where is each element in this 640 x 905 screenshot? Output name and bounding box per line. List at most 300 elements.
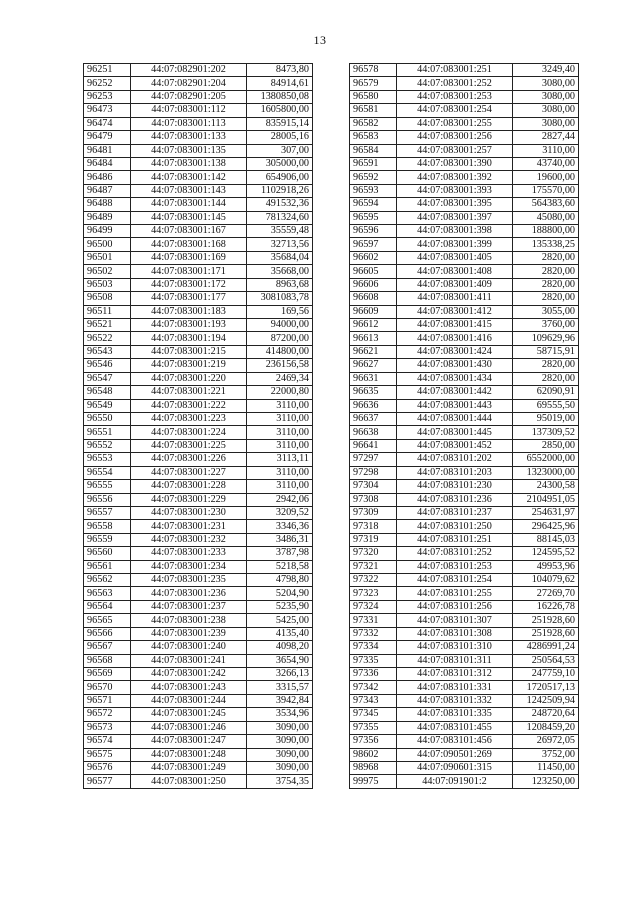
amount-cell: 248720,64 — [513, 708, 579, 721]
table-row — [350, 198, 579, 211]
amount-cell: 1605800,00 — [247, 104, 313, 117]
cadastral-number-cell: 44:07:090501:269 — [397, 748, 513, 761]
table-row — [84, 520, 313, 533]
table-row — [350, 64, 579, 77]
cadastral-number-cell: 44:07:083001:243 — [131, 681, 247, 694]
cadastral-number-cell: 44:07:083001:392 — [397, 171, 513, 184]
table-row — [350, 117, 579, 130]
cadastral-number-cell: 44:07:083101:230 — [397, 480, 513, 493]
cadastral-number-cell: 44:07:083001:246 — [131, 721, 247, 734]
table-row — [84, 708, 313, 721]
amount-cell: 3080,00 — [513, 77, 579, 90]
row-number-cell: 96551 — [84, 426, 131, 439]
table-row — [350, 238, 579, 251]
cadastral-number-cell: 44:07:083001:393 — [397, 184, 513, 197]
cadastral-number-cell: 44:07:083001:399 — [397, 238, 513, 251]
table-row — [350, 614, 579, 627]
row-number-cell: 97321 — [350, 560, 397, 573]
table-row — [350, 721, 579, 734]
table-row — [350, 708, 579, 721]
row-number-cell: 96593 — [350, 184, 397, 197]
amount-cell: 32713,56 — [247, 238, 313, 251]
cadastral-number-cell: 44:07:083001:215 — [131, 345, 247, 358]
amount-cell: 3090,00 — [247, 735, 313, 748]
amount-cell: 654906,00 — [247, 171, 313, 184]
row-number-cell: 97318 — [350, 520, 397, 533]
amount-cell: 3110,00 — [513, 144, 579, 157]
cadastral-number-cell: 44:07:083001:434 — [397, 372, 513, 385]
cadastral-number-cell: 44:07:083101:307 — [397, 614, 513, 627]
cadastral-number-cell: 44:07:083001:177 — [131, 292, 247, 305]
table-row — [84, 614, 313, 627]
table-row — [350, 627, 579, 640]
cadastral-number-cell: 44:07:083001:223 — [131, 412, 247, 425]
row-number-cell: 96546 — [84, 359, 131, 372]
row-number-cell: 96486 — [84, 171, 131, 184]
cadastral-number-cell: 44:07:083001:409 — [397, 278, 513, 291]
amount-cell: 123250,00 — [513, 775, 579, 788]
table-row — [350, 319, 579, 332]
cadastral-number-cell: 44:07:090601:315 — [397, 761, 513, 774]
row-number-cell: 97331 — [350, 614, 397, 627]
table-row — [350, 104, 579, 117]
cadastral-number-cell: 44:07:083001:390 — [397, 157, 513, 170]
amount-cell: 251928,60 — [513, 614, 579, 627]
cadastral-number-cell: 44:07:083001:241 — [131, 654, 247, 667]
row-number-cell: 97355 — [350, 721, 397, 734]
table-row — [350, 399, 579, 412]
table-row — [84, 506, 313, 519]
amount-cell: 35559,48 — [247, 225, 313, 238]
amount-cell: 3346,36 — [247, 520, 313, 533]
row-number-cell: 96563 — [84, 587, 131, 600]
row-number-cell: 97332 — [350, 627, 397, 640]
row-number-cell: 97298 — [350, 466, 397, 479]
row-number-cell: 96558 — [84, 520, 131, 533]
table-row — [350, 547, 579, 560]
cadastral-number-cell: 44:07:083001:239 — [131, 627, 247, 640]
cadastral-number-cell: 44:07:083001:405 — [397, 251, 513, 264]
row-number-cell: 96565 — [84, 614, 131, 627]
row-number-cell: 97309 — [350, 506, 397, 519]
amount-cell: 3486,31 — [247, 533, 313, 546]
table-row — [84, 560, 313, 573]
amount-cell: 124595,52 — [513, 547, 579, 560]
table-row — [84, 735, 313, 748]
cadastral-number-cell: 44:07:083001:252 — [397, 77, 513, 90]
table-row — [84, 600, 313, 613]
amount-cell: 109629,96 — [513, 332, 579, 345]
table-row — [84, 574, 313, 587]
cadastral-number-cell: 44:07:083001:443 — [397, 399, 513, 412]
row-number-cell: 96566 — [84, 627, 131, 640]
table-row — [350, 667, 579, 680]
cadastral-number-cell: 44:07:083101:331 — [397, 681, 513, 694]
amount-cell: 414800,00 — [247, 345, 313, 358]
table-row — [350, 493, 579, 506]
amount-cell: 3209,52 — [247, 506, 313, 519]
amount-cell: 19600,00 — [513, 171, 579, 184]
cadastral-number-cell: 44:07:083001:224 — [131, 426, 247, 439]
table-row — [350, 439, 579, 452]
table-row — [350, 90, 579, 103]
cadastral-number-cell: 44:07:083001:226 — [131, 453, 247, 466]
table-row — [350, 681, 579, 694]
table-row — [350, 359, 579, 372]
row-number-cell: 99975 — [350, 775, 397, 788]
row-number-cell: 96499 — [84, 225, 131, 238]
table-row — [350, 171, 579, 184]
cadastral-number-cell: 44:07:083001:244 — [131, 694, 247, 707]
row-number-cell: 96502 — [84, 265, 131, 278]
table-row — [350, 735, 579, 748]
registry-table-right — [349, 63, 579, 789]
table-row — [84, 399, 313, 412]
row-number-cell: 96487 — [84, 184, 131, 197]
table-row — [84, 426, 313, 439]
table-row — [350, 480, 579, 493]
cadastral-number-cell: 44:07:083101:256 — [397, 600, 513, 613]
table-row — [84, 319, 313, 332]
amount-cell: 24300,58 — [513, 480, 579, 493]
amount-cell: 1323000,00 — [513, 466, 579, 479]
amount-cell: 2820,00 — [513, 278, 579, 291]
row-number-cell: 96553 — [84, 453, 131, 466]
table-row — [84, 493, 313, 506]
cadastral-number-cell: 44:07:083001:251 — [397, 64, 513, 77]
amount-cell: 305000,00 — [247, 157, 313, 170]
amount-cell: 94000,00 — [247, 319, 313, 332]
cadastral-number-cell: 44:07:083001:254 — [397, 104, 513, 117]
cadastral-number-cell: 44:07:083001:430 — [397, 359, 513, 372]
cadastral-number-cell: 44:07:083001:221 — [131, 386, 247, 399]
cadastral-number-cell: 44:07:083101:202 — [397, 453, 513, 466]
table-row — [350, 775, 579, 788]
table-row — [350, 574, 579, 587]
cadastral-number-cell: 44:07:082901:202 — [131, 64, 247, 77]
row-number-cell: 96602 — [350, 251, 397, 264]
table-row — [84, 681, 313, 694]
cadastral-number-cell: 44:07:083001:248 — [131, 748, 247, 761]
cadastral-number-cell: 44:07:083001:169 — [131, 251, 247, 264]
table-row — [84, 198, 313, 211]
amount-cell: 1380850,08 — [247, 90, 313, 103]
cadastral-number-cell: 44:07:083001:138 — [131, 157, 247, 170]
table-row — [84, 466, 313, 479]
row-number-cell: 96579 — [350, 77, 397, 90]
amount-cell: 3942,84 — [247, 694, 313, 707]
row-number-cell: 96503 — [84, 278, 131, 291]
table-row — [350, 345, 579, 358]
table-row — [350, 157, 579, 170]
amount-cell: 3110,00 — [247, 426, 313, 439]
row-number-cell: 98968 — [350, 761, 397, 774]
amount-cell: 3266,13 — [247, 667, 313, 680]
row-number-cell: 96621 — [350, 345, 397, 358]
cadastral-number-cell: 44:07:083001:395 — [397, 198, 513, 211]
row-number-cell: 96543 — [84, 345, 131, 358]
amount-cell: 3113,11 — [247, 453, 313, 466]
cadastral-number-cell: 44:07:083001:232 — [131, 533, 247, 546]
cadastral-number-cell: 44:07:083001:257 — [397, 144, 513, 157]
row-number-cell: 96251 — [84, 64, 131, 77]
row-number-cell: 96547 — [84, 372, 131, 385]
row-number-cell: 96609 — [350, 305, 397, 318]
cadastral-number-cell: 44:07:083001:444 — [397, 412, 513, 425]
amount-cell: 296425,96 — [513, 520, 579, 533]
table-row — [350, 251, 579, 264]
table-row — [84, 412, 313, 425]
table-row — [350, 332, 579, 345]
amount-cell: 307,00 — [247, 144, 313, 157]
table-row — [84, 775, 313, 788]
row-number-cell: 96575 — [84, 748, 131, 761]
amount-cell: 3080,00 — [513, 90, 579, 103]
row-number-cell: 96572 — [84, 708, 131, 721]
cadastral-number-cell: 44:07:082901:204 — [131, 77, 247, 90]
row-number-cell: 96479 — [84, 131, 131, 144]
cadastral-number-cell: 44:07:083001:194 — [131, 332, 247, 345]
cadastral-number-cell: 44:07:083001:240 — [131, 641, 247, 654]
row-number-cell: 96568 — [84, 654, 131, 667]
cadastral-number-cell: 44:07:083001:445 — [397, 426, 513, 439]
amount-cell: 3090,00 — [247, 761, 313, 774]
amount-cell: 104079,62 — [513, 574, 579, 587]
row-number-cell: 96561 — [84, 560, 131, 573]
row-number-cell: 96252 — [84, 77, 131, 90]
amount-cell: 35668,00 — [247, 265, 313, 278]
amount-cell: 137309,52 — [513, 426, 579, 439]
cadastral-number-cell: 44:07:083001:411 — [397, 292, 513, 305]
amount-cell: 95019,00 — [513, 412, 579, 425]
amount-cell: 835915,14 — [247, 117, 313, 130]
row-number-cell: 96522 — [84, 332, 131, 345]
amount-cell: 1208459,20 — [513, 721, 579, 734]
row-number-cell: 96641 — [350, 439, 397, 452]
row-number-cell: 97334 — [350, 641, 397, 654]
table-row — [350, 587, 579, 600]
cadastral-number-cell: 44:07:083001:113 — [131, 117, 247, 130]
table-row — [350, 292, 579, 305]
row-number-cell: 96511 — [84, 305, 131, 318]
cadastral-number-cell: 44:07:083001:253 — [397, 90, 513, 103]
amount-cell: 3787,98 — [247, 547, 313, 560]
row-number-cell: 97323 — [350, 587, 397, 600]
table-row — [84, 439, 313, 452]
cadastral-number-cell: 44:07:083101:236 — [397, 493, 513, 506]
table-row — [84, 587, 313, 600]
cadastral-number-cell: 44:07:083001:222 — [131, 399, 247, 412]
amount-cell: 491532,36 — [247, 198, 313, 211]
row-number-cell: 96474 — [84, 117, 131, 130]
amount-cell: 3110,00 — [247, 480, 313, 493]
cadastral-number-cell: 44:07:083101:332 — [397, 694, 513, 707]
row-number-cell: 97343 — [350, 694, 397, 707]
amount-cell: 2820,00 — [513, 265, 579, 278]
row-number-cell: 96253 — [84, 90, 131, 103]
row-number-cell: 96554 — [84, 466, 131, 479]
cadastral-number-cell: 44:07:083001:144 — [131, 198, 247, 211]
amount-cell: 2850,00 — [513, 439, 579, 452]
cadastral-number-cell: 44:07:083001:424 — [397, 345, 513, 358]
row-number-cell: 96564 — [84, 600, 131, 613]
row-number-cell: 96582 — [350, 117, 397, 130]
row-number-cell: 96556 — [84, 493, 131, 506]
cadastral-number-cell: 44:07:083001:412 — [397, 305, 513, 318]
amount-cell: 251928,60 — [513, 627, 579, 640]
amount-cell: 3654,90 — [247, 654, 313, 667]
amount-cell: 3315,57 — [247, 681, 313, 694]
row-number-cell: 96500 — [84, 238, 131, 251]
cadastral-number-cell: 44:07:083101:456 — [397, 735, 513, 748]
row-number-cell: 96562 — [84, 574, 131, 587]
row-number-cell: 96484 — [84, 157, 131, 170]
row-number-cell: 96596 — [350, 225, 397, 238]
table-row — [84, 332, 313, 345]
cadastral-number-cell: 44:07:083001:167 — [131, 225, 247, 238]
row-number-cell: 97345 — [350, 708, 397, 721]
cadastral-number-cell: 44:07:083101:251 — [397, 533, 513, 546]
amount-cell: 11450,00 — [513, 761, 579, 774]
table-row — [84, 144, 313, 157]
table-row — [84, 480, 313, 493]
amount-cell: 35684,04 — [247, 251, 313, 264]
cadastral-number-cell: 44:07:083001:135 — [131, 144, 247, 157]
amount-cell: 3760,00 — [513, 319, 579, 332]
row-number-cell: 96606 — [350, 278, 397, 291]
table-row — [84, 533, 313, 546]
cadastral-number-cell: 44:07:083101:237 — [397, 506, 513, 519]
row-number-cell: 96637 — [350, 412, 397, 425]
row-number-cell: 96571 — [84, 694, 131, 707]
row-number-cell: 97322 — [350, 574, 397, 587]
row-number-cell: 96473 — [84, 104, 131, 117]
cadastral-number-cell: 44:07:083001:183 — [131, 305, 247, 318]
amount-cell: 3055,00 — [513, 305, 579, 318]
amount-cell: 3249,40 — [513, 64, 579, 77]
cadastral-number-cell: 44:07:083001:133 — [131, 131, 247, 144]
amount-cell: 3090,00 — [247, 748, 313, 761]
cadastral-number-cell: 44:07:083001:408 — [397, 265, 513, 278]
table-row — [84, 667, 313, 680]
table-row — [350, 305, 579, 318]
row-number-cell: 96552 — [84, 439, 131, 452]
row-number-cell: 96595 — [350, 211, 397, 224]
cadastral-number-cell: 44:07:083101:203 — [397, 466, 513, 479]
cadastral-number-cell: 44:07:083001:235 — [131, 574, 247, 587]
cadastral-number-cell: 44:07:083001:245 — [131, 708, 247, 721]
amount-cell: 3752,00 — [513, 748, 579, 761]
amount-cell: 1242509,94 — [513, 694, 579, 707]
table-row — [84, 372, 313, 385]
amount-cell: 8473,80 — [247, 64, 313, 77]
amount-cell: 84914,61 — [247, 77, 313, 90]
table-row — [84, 386, 313, 399]
table-row — [350, 466, 579, 479]
table-row — [84, 157, 313, 170]
cadastral-number-cell: 44:07:083001:238 — [131, 614, 247, 627]
row-number-cell: 96521 — [84, 319, 131, 332]
row-number-cell: 97308 — [350, 493, 397, 506]
amount-cell: 1720517,13 — [513, 681, 579, 694]
row-number-cell: 96638 — [350, 426, 397, 439]
amount-cell: 2820,00 — [513, 372, 579, 385]
cadastral-number-cell: 44:07:083001:415 — [397, 319, 513, 332]
cadastral-number-cell: 44:07:083001:143 — [131, 184, 247, 197]
amount-cell: 49953,96 — [513, 560, 579, 573]
cadastral-number-cell: 44:07:083001:220 — [131, 372, 247, 385]
amount-cell: 3081083,78 — [247, 292, 313, 305]
row-number-cell: 97335 — [350, 654, 397, 667]
cadastral-number-cell: 44:07:082901:205 — [131, 90, 247, 103]
cadastral-number-cell: 44:07:083101:335 — [397, 708, 513, 721]
table-row — [84, 345, 313, 358]
amount-cell: 27269,70 — [513, 587, 579, 600]
cadastral-number-cell: 44:07:083101:311 — [397, 654, 513, 667]
cadastral-number-cell: 44:07:083001:242 — [131, 667, 247, 680]
table-row — [350, 761, 579, 774]
row-number-cell: 96569 — [84, 667, 131, 680]
table-row — [350, 265, 579, 278]
row-number-cell: 96555 — [84, 480, 131, 493]
table-row — [84, 64, 313, 77]
row-number-cell: 96560 — [84, 547, 131, 560]
table-row — [84, 761, 313, 774]
cadastral-number-cell: 44:07:083101:310 — [397, 641, 513, 654]
table-row — [84, 292, 313, 305]
amount-cell: 26972,05 — [513, 735, 579, 748]
row-number-cell: 96488 — [84, 198, 131, 211]
cadastral-number-cell: 44:07:083001:398 — [397, 225, 513, 238]
row-number-cell: 96481 — [84, 144, 131, 157]
cadastral-number-cell: 44:07:083001:225 — [131, 439, 247, 452]
cadastral-number-cell: 44:07:083101:308 — [397, 627, 513, 640]
amount-cell: 4135,40 — [247, 627, 313, 640]
row-number-cell: 96594 — [350, 198, 397, 211]
row-number-cell: 96608 — [350, 292, 397, 305]
row-number-cell: 96574 — [84, 735, 131, 748]
cadastral-number-cell: 44:07:083001:172 — [131, 278, 247, 291]
row-number-cell: 96570 — [84, 681, 131, 694]
cadastral-number-cell: 44:07:083001:171 — [131, 265, 247, 278]
amount-cell: 5218,58 — [247, 560, 313, 573]
cadastral-number-cell: 44:07:083001:234 — [131, 560, 247, 573]
table-row — [350, 560, 579, 573]
table-row — [84, 627, 313, 640]
table-row — [84, 547, 313, 560]
cadastral-number-cell: 44:07:083001:442 — [397, 386, 513, 399]
cadastral-number-cell: 44:07:083101:252 — [397, 547, 513, 560]
row-number-cell: 96584 — [350, 144, 397, 157]
amount-cell: 43740,00 — [513, 157, 579, 170]
amount-cell: 4286991,24 — [513, 641, 579, 654]
amount-cell: 5204,90 — [247, 587, 313, 600]
table-row — [350, 372, 579, 385]
amount-cell: 3080,00 — [513, 117, 579, 130]
cadastral-number-cell: 44:07:083001:145 — [131, 211, 247, 224]
row-number-cell: 96613 — [350, 332, 397, 345]
row-number-cell: 97324 — [350, 600, 397, 613]
table-row — [84, 131, 313, 144]
row-number-cell: 97304 — [350, 480, 397, 493]
cadastral-number-cell: 44:07:083001:256 — [397, 131, 513, 144]
page-number: 13 — [313, 33, 327, 47]
cadastral-number-cell: 44:07:083001:227 — [131, 466, 247, 479]
amount-cell: 3754,35 — [247, 775, 313, 788]
table-row — [350, 453, 579, 466]
row-number-cell: 96573 — [84, 721, 131, 734]
amount-cell: 1102918,26 — [247, 184, 313, 197]
